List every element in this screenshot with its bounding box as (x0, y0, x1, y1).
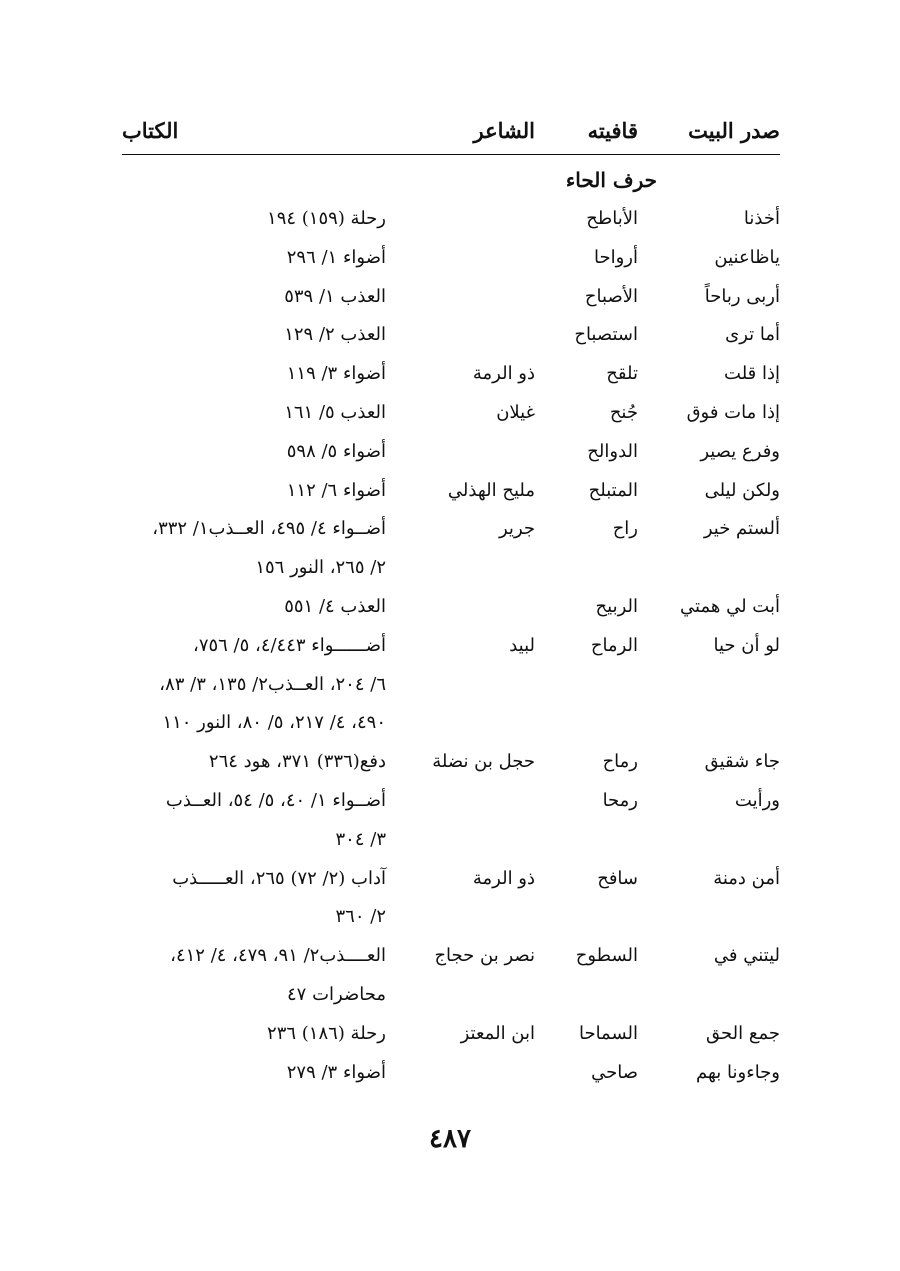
book-reference-cell: محاضرات ٤٧ (287, 983, 386, 1005)
book-reference-cell: أضواء ٦/ ١١٢ (286, 479, 386, 501)
header-verse: صدر البيت (688, 118, 780, 143)
header-book: الكتاب (122, 118, 179, 143)
rhyme-cell: جُنح (609, 401, 638, 423)
table-row (122, 906, 780, 945)
rhyme-cell: السماحا (578, 1022, 638, 1044)
table-row (122, 712, 780, 751)
table-row (122, 635, 780, 674)
poet-cell: لبيد (509, 634, 535, 656)
verse-cell: أمن دمنة (713, 867, 780, 889)
poet-cell: نصر بن حجاج (434, 945, 535, 967)
book-reference-cell: العذب ٤/ ٥٥١ (284, 595, 386, 617)
header-rhyme: قافيته (587, 118, 638, 143)
book-reference-cell: آداب (٢/ ٧٢) ٢٦٥، العـــــذب (172, 867, 386, 889)
table-row (122, 557, 780, 596)
poet-cell: حجل بن نضلة (432, 751, 535, 773)
book-reference-cell: ٢/ ٢٦٥، النور ١٥٦ (255, 557, 386, 579)
verse-cell: لو أن حيا (713, 634, 780, 656)
table-row (122, 1023, 780, 1062)
table-row (122, 984, 780, 1023)
rhyme-cell: رماح (602, 751, 638, 773)
table-row (122, 363, 780, 402)
book-reference-cell: رحلة (١٥٩) ١٩٤ (267, 208, 386, 229)
table-row (122, 247, 780, 286)
table-row (122, 596, 780, 635)
verse-cell: ورأيت (734, 789, 780, 811)
table-row (122, 945, 780, 984)
book-reference-cell: ٤٩٠، ٤/ ٢١٧، ٥/ ٨٠، النور ١١٠ (162, 712, 386, 734)
book-reference-cell: العذب ١/ ٥٣٩ (284, 285, 386, 307)
rhyme-cell: أرواحا (594, 246, 638, 268)
book-reference-cell: ٦/ ٢٠٤، العــذب٢/ ١٣٥، ٣/ ٨٣، (159, 673, 386, 695)
rhyme-cell: الرماح (590, 634, 638, 656)
table-row (122, 441, 780, 480)
table-row (122, 1062, 780, 1101)
book-reference-cell: أضــواء ٤/ ٤٩٥، العــذب١/ ٣٣٢، (152, 518, 386, 540)
book-reference-cell: دفع(٣٣٦) ٣٧١، هود ٢٦٤ (208, 751, 386, 773)
verse-cell: إذا مات فوق (686, 401, 780, 423)
poet-cell: ذو الرمة (472, 363, 535, 385)
poet-cell: مليح الهذلي (447, 479, 535, 501)
poet-cell: غيلان (496, 401, 535, 423)
verse-cell: أخذنا (743, 208, 780, 229)
verse-cell: وجاءونا بهم (696, 1061, 780, 1083)
book-reference-cell: العــــذب٢/ ٩١، ٤٧٩، ٤/ ٤١٢، (170, 945, 386, 967)
verse-cell: ولكن ليلى (704, 479, 780, 501)
verse-cell: إذا قلت (724, 363, 780, 385)
book-reference-cell: أضواء ١/ ٢٩٦ (286, 246, 386, 268)
book-reference-cell: رحلة (١٨٦) ٢٣٦ (267, 1022, 386, 1044)
verse-cell: ياظاعنين (714, 246, 780, 268)
poet-cell: جرير (499, 518, 535, 540)
rhyme-cell: تلقح (606, 363, 638, 385)
rhyme-cell: الربيح (595, 595, 638, 617)
book-reference-cell: ٣/ ٣٠٤ (335, 828, 386, 850)
rhyme-cell: السطوح (575, 945, 638, 967)
rhyme-cell: صاحي (591, 1061, 638, 1083)
table-row (122, 829, 780, 868)
book-reference-cell: أضــواء ١/ ٤٠، ٥/ ٥٤، العــذب (165, 789, 386, 811)
table-row (122, 324, 780, 363)
book-reference-cell: أضواء ٣/ ٢٧٩ (286, 1061, 386, 1083)
book-reference-cell: ٢/ ٣٦٠ (335, 906, 386, 928)
table-row (122, 402, 780, 441)
table-row (122, 286, 780, 325)
table-row (122, 674, 780, 713)
book-reference-cell: العذب ٢/ ١٢٩ (284, 324, 386, 346)
verse-cell: ليتني في (713, 945, 780, 967)
poet-cell: ذو الرمة (472, 867, 535, 889)
verse-cell: أربى رباحاً (704, 285, 780, 307)
page-number: ٤٨٧ (429, 1124, 471, 1154)
verse-cell: وفرع يصير (700, 440, 780, 462)
index-table-body (122, 208, 780, 1100)
table-row (122, 790, 780, 829)
rhyme-cell: الدوالح (587, 440, 638, 462)
verse-cell: أبت لي همتي (680, 595, 780, 617)
verse-cell: ألستم خير (703, 518, 780, 540)
verse-cell: جاء شقيق (704, 751, 780, 773)
rhyme-cell: المتبلح (588, 479, 638, 501)
table-header (122, 118, 780, 155)
rhyme-cell: رمحا (602, 789, 638, 811)
rhyme-cell: راح (612, 518, 638, 540)
table-row (122, 480, 780, 519)
table-row (122, 751, 780, 790)
poet-cell: ابن المعتز (460, 1022, 535, 1044)
book-reference-cell: أضــــــواء ٤/٤٤٣، ٥/ ٧٥٦، (193, 634, 386, 656)
table-row (122, 208, 780, 247)
rhyme-cell: الأصباح (584, 285, 638, 307)
section-title: حرف الحاء (565, 168, 657, 192)
book-reference-cell: أضواء ٣/ ١١٩ (286, 363, 386, 385)
verse-cell: أما ترى (725, 324, 780, 346)
rhyme-cell: سافح (597, 867, 638, 889)
header-poet: الشاعر (473, 118, 535, 143)
rhyme-cell: استصباح (574, 324, 638, 346)
book-reference-cell: العذب ٥/ ١٦١ (284, 401, 386, 423)
table-row (122, 518, 780, 557)
book-reference-cell: أضواء ٥/ ٥٩٨ (286, 440, 386, 462)
rhyme-cell: الأباطح (586, 208, 638, 229)
table-row (122, 868, 780, 907)
verse-cell: جمع الحق (706, 1022, 780, 1044)
